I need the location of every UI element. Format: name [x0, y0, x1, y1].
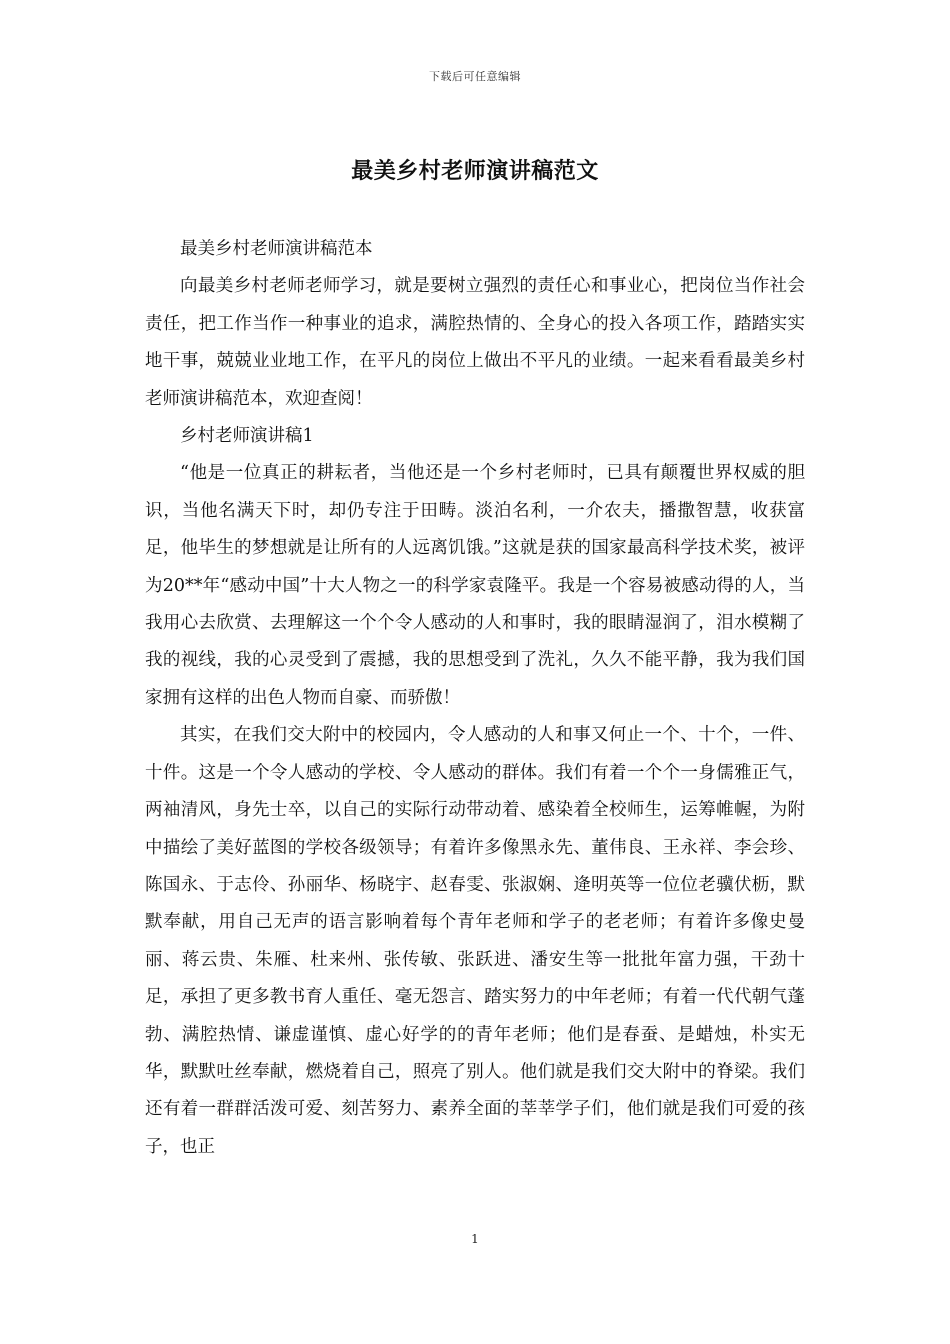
document-body	[145, 231, 805, 1166]
section-heading: 乡村老师演讲稿1	[180, 426, 314, 447]
subtitle-paragraph: 最美乡村老师演讲稿范本	[180, 239, 373, 259]
body-paragraph: “他是一位真正的耕耘者，当他还是一个乡村老师时，已具有颠覆世界权威的胆识，当他名满天下时，却仍专注于田畴。淡泊名利，一介农夫，播撒智慧，收获富足，他毕生的梦想就是让所有的人远离饥饿。”这就是获的国家最高科学技术奖，被评为20**年“感动中国”十大人物之一的科学家袁隆平。我是一个容易被感动得的人，当我用心去欣赏、去理解这一个个令人感动的人和事时，我的眼睛湿润了，泪水模糊了我的视线，我的心灵受到了震撼，我的思想受到了洗礼，久久不能平静，我为我们国家拥有这样的出色人物而自豪、而骄傲！	[145, 463, 805, 708]
header-note: 下载后可任意编辑	[429, 70, 521, 83]
intro-paragraph: 向最美乡村老师老师学习，就是要树立强烈的责任心和事业心，把岗位当作社会责任，把工作当作一种事业的追求，满腔热情的、全身心的投入各项工作，踏踏实实地干事，兢兢业业地工作，在平凡的岗位上做出不平凡的业绩。一起来看看最美乡村老师演讲稿范本，欢迎查阅！	[145, 276, 805, 409]
document-title: 最美乡村老师演讲稿范文	[351, 158, 599, 184]
body-paragraph: 其实，在我们交大附中的校园内，令人感动的人和事又何止一个、十个，一件、十件。这是一个令人感动的学校、令人感动的群体。我们有着一个个一身儒雅正气，两袖清风，身先士卒，以自己的实际行动带动着、感染着全校师生，运筹帷幄，为附中描绘了美好蓝图的学校各级领导；有着许多像黑永先、董伟良、王永祥、李会珍、陈国永、于志伶、孙丽华、杨晓宇、赵春雯、张淑娴、逄明英等一位位老骥伏枥，默默奉献，用自己无声的语言影响着每个青年老师和学子的老老师；有着许多像史曼丽、蒋云贵、朱雁、杜来州、张传敏、张跃进、潘安生等一批批年富力强，干劲十足，承担了更多教书育人重任、毫无怨言、踏实努力的中年老师；有着一代代朝气蓬勃、满腔热情、谦虚谨慎、虚心好学的的青年老师；他们是春蚕、是蜡烛，朴实无华，默默吐丝奉献，燃烧着自己，照亮了别人。他们就是我们交大附中的脊梁。我们还有着一群群活泼可爱、刻苦努力、素养全面的莘莘学子们，他们就是我们可爱的孩子，也正	[145, 725, 805, 1157]
page-number: 1	[471, 1232, 479, 1246]
